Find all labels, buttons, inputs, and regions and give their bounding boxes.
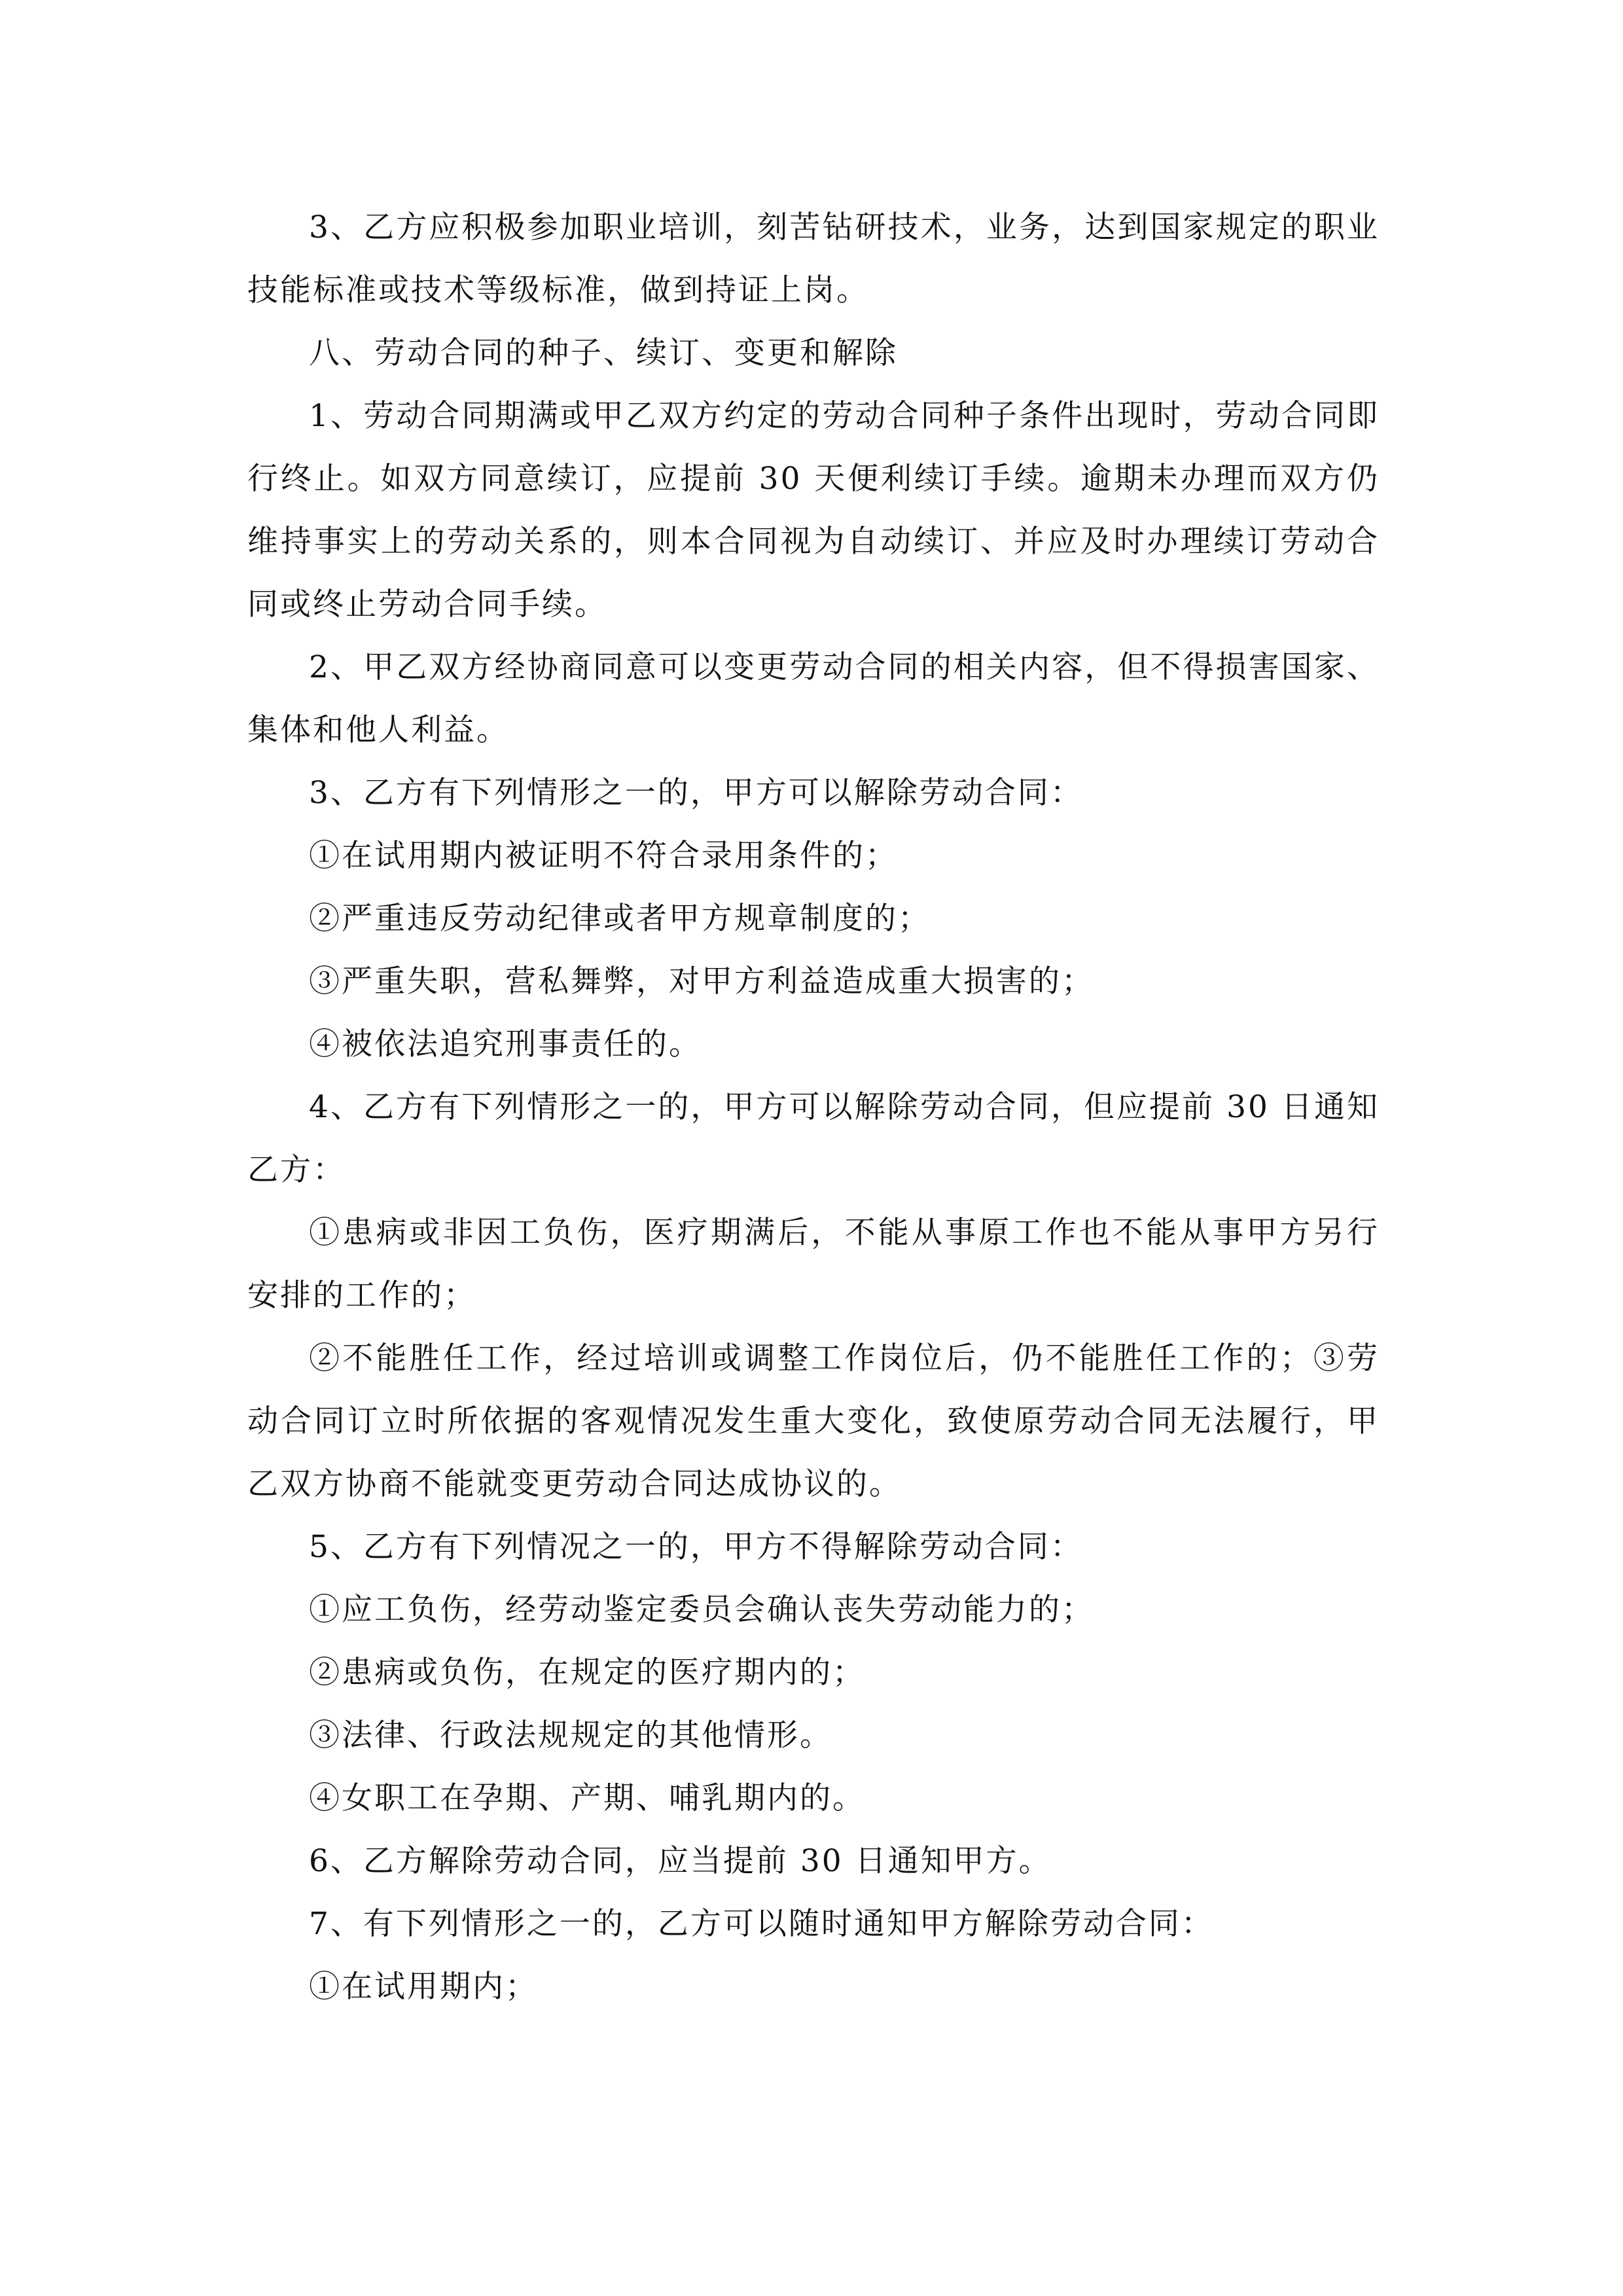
document-body [247, 196, 1380, 2018]
list-item: ②不能胜任工作，经过培训或调整工作岗位后，仍不能胜任工作的；③劳动合同订立时所依据的客观情况发生重大变化，致使原劳动合同无法履行，甲乙双方协商不能就变更劳动合同达成协议的。 [247, 1340, 1380, 1502]
list-item: ①应工负伤，经劳动鉴定委员会确认丧失劳动能力的； [309, 1592, 1094, 1628]
list-item: ①在试用期内； [309, 1969, 538, 2005]
list-item: ①在试用期内被证明不符合录用条件的； [309, 838, 898, 874]
list-item: ②严重违反劳动纪律或者甲方规章制度的； [309, 901, 931, 937]
list-item: ④女职工在孕期、产期、哺乳期内的。 [309, 1780, 865, 1816]
paragraph-clause-6-employee-resign: 6、乙方解除劳动合同，应当提前 30 日通知甲方。 [309, 1843, 1052, 1879]
list-item: ④被依法追究刑事责任的。 [309, 1026, 702, 1062]
paragraph-clause-5-protection: 5、乙方有下列情况之一的，甲方不得解除劳动合同： [309, 1529, 1083, 1565]
paragraph-clause-3-training: 3、乙方应积极参加职业培训，刻苦钻研技术，业务，达到国家规定的职业技能标准或技术等级标准，做到持证上岗。 [247, 209, 1380, 308]
paragraph-clause-2-change: 2、甲乙双方经协商同意可以变更劳动合同的相关内容，但不得损害国家、集体和他人利益。 [247, 649, 1380, 748]
list-item: ①患病或非因工负伤，医疗期满后，不能从事原工作也不能从事甲方另行安排的工作的； [247, 1215, 1380, 1314]
paragraph-clause-3-dismissal: 3、乙方有下列情形之一的，甲方可以解除劳动合同： [309, 775, 1083, 811]
paragraph-clause-7-immediate: 7、有下列情形之一的，乙方可以随时通知甲方解除劳动合同： [309, 1906, 1214, 1942]
list-item: ②患病或负伤，在规定的医疗期内的； [309, 1655, 865, 1691]
list-item: ③法律、行政法规规定的其他情形。 [309, 1717, 832, 1753]
section-heading-8: 八、劳动合同的种子、续订、变更和解除 [309, 335, 898, 371]
list-item: ③严重失职，营私舞弊，对甲方利益造成重大损害的； [309, 963, 1094, 999]
paragraph-clause-1-termination: 1、劳动合同期满或甲乙双方约定的劳动合同种子条件出现时，劳动合同即行终止。如双方同意续订，应提前 30 天便利续订手续。逾期未办理而双方仍维持事实上的劳动关系的，则本合同视为自动续订、并应及时办理续订劳动合同或终止劳动合同手续。 [247, 398, 1380, 622]
paragraph-clause-4-notice: 4、乙方有下列情形之一的，甲方可以解除劳动合同，但应提前 30 日通知乙方： [247, 1089, 1380, 1188]
